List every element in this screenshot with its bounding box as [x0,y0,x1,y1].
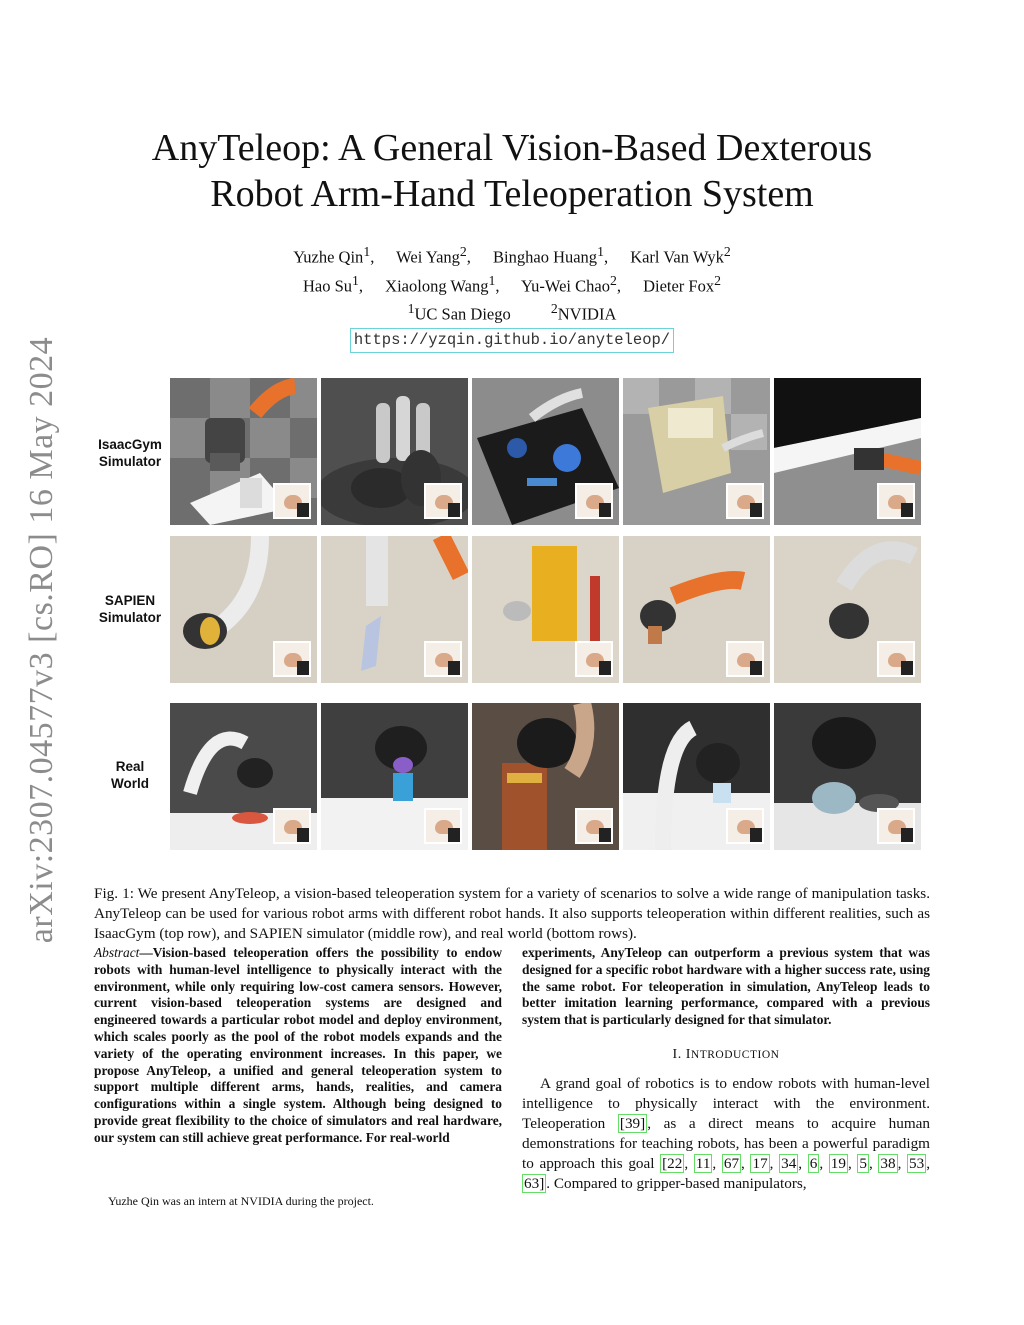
section-first-letter: I [685,1046,691,1062]
figure-caption: Fig. 1: We present AnyTeleop, a vision-based teleoperation system for a variety of scenarios to solve a wide range of manipulation tasks. AnyTeleop can be used for various robot arms with different robot hands. It also supports teleoperation within different realities, such as IsaacGym (top row), and SAPIEN simulator (middle row), and real world (bottom rows). [94,885,930,943]
real-world-tile-5 [774,703,921,850]
figure-1 [90,378,930,853]
isaacgym-allegro-tile [321,378,468,525]
real-world-tile-1 [170,703,317,850]
section-heading-introduction [522,1047,930,1064]
affiliation-name: UC San Diego [414,304,511,324]
author-line-1: Yuzhe Qin$^1$, Wei Yang$^2$, Binghao Huang$^1$, Karl Van Wyk$^2$ [293,244,731,267]
real-world-tile-2 [321,703,468,850]
right-column [522,945,930,1194]
abstract-continuation: experiments, AnyTeleop can outperform a previous system that was designed for a specific robot hardware with a higher success rate, using the same robot. For teleoperation in simulation, AnyTeleop leads to better imitation learning performance, compared with a previous system that is particularly designed for that simulator. [522,945,930,1028]
author-affiliation-mark: 1 [352,272,359,288]
author-affiliation-mark: 2 [459,244,467,259]
row-label-sapien [90,592,170,626]
human-hand-inset [424,641,462,677]
affiliation-number: 2 [550,301,558,316]
introduction-paragraph: A grand goal of robotics is to endow robots with human-level intelligence to physically interact with the environment. Teleoperation [39] , as a direct means to acquire human demonstrations for teaching robots, has been a powerful paradigm to approach this goal [22 , 11 , 67 , 17 , 34 , 6 , 19 , 5 , 38 , 53 , 63] . Compared to gripper-based manipulators, [522,1074,931,1192]
intro-text: . Compared to gripper-based manipulators, [546,1174,807,1192]
isaacgym-arm-hand-tile [170,378,317,525]
citation-link[interactable]: 63] [524,1174,545,1192]
human-hand-inset [575,808,613,844]
sapien-tile-2 [321,536,468,683]
abstract-body: —Vision-based teleoperation offers the possibility to endow robots with human-level intelligence to physically interact with the environment, while only requiring low-cost camera sensors. However, current vision-based teleoperation systems are designed and engineered towards a particular robot model and deploy environment, which scales poorly as the pool of the robot models expands and the variety of the operating environment increases. In this paper, we propose AnyTeleop, a unified and general teleoperation system to support multiple different arms, hands, realities, and camera configurations within a single system. Although being designed to provide great flexibility to the choice of simulators and real hardware, our system can still achieve great performance. For real-world [94,945,502,1145]
row-label-real-world [90,758,170,792]
citation-link[interactable]: 11 [695,1154,711,1172]
author-name: Wei Yang [396,247,460,267]
author-name: Yu-Wei Chao [521,276,610,295]
row-label-line: IsaacGym [98,437,162,452]
affiliation-number: 1 [407,301,415,316]
real-world-tile-3 [472,703,619,850]
author-affiliation-mark: 1 [488,272,496,288]
sapien-tile-1 [170,536,317,683]
human-hand-inset [575,483,613,519]
author-affiliation-mark: 1 [363,244,371,259]
affiliation-name: NVIDIA [557,304,617,324]
arxiv-stamp [10,336,74,944]
citation-link[interactable]: 19 [830,1154,846,1172]
row-label-line: SAPIEN [104,593,156,608]
row-label-line: Simulator [98,610,162,625]
footnote: Yuzhe Qin was an intern at NVIDIA during the project. [108,1194,374,1208]
human-hand-inset [877,483,915,519]
arxiv-stamp-text: arXiv:2307.04577v3 [cs.RO] 16 May 2024 [23,336,60,944]
author-affiliation-mark: 2 [723,244,731,259]
human-hand-inset [726,641,764,677]
section-numeral: I. [672,1046,686,1062]
isaacgym-dj-tile [472,378,619,525]
citation-link[interactable]: 38 [880,1154,896,1172]
human-hand-inset [273,808,311,844]
citation-link[interactable]: 17 [752,1154,768,1172]
intro-text: A grand goal of robotics is to endow robots with human-level intelligence to physically interact with the environment. Teleoperation [522,1074,930,1132]
paper-title [60,125,964,217]
sapien-door-tile [472,536,619,683]
author-name: Hao Su [303,276,353,295]
author-name: Binghao Huang [493,247,598,267]
intro-text: , as a direct means to acquire human demonstrations for teaching robots, has been a powerful paradigm to approach this goal [522,1114,930,1172]
author-block [100,240,924,353]
human-hand-inset [877,808,915,844]
title-line-1: AnyTeleop: A General Vision-Based Dexterous [151,127,873,169]
isaacgym-drawer-tile [623,378,770,525]
isaacgym-piano-tile [774,378,921,525]
author-name: Karl Van Wyk [630,247,724,267]
author-name: Yuzhe Qin [293,247,364,267]
author-name: Dieter Fox [643,276,715,295]
author-name: Xiaolong Wang [385,276,489,295]
human-hand-inset [424,483,462,519]
human-hand-inset [877,641,915,677]
row-label-line: Simulator [98,454,162,469]
citation-link[interactable]: [39] [619,1114,646,1132]
row-label-isaacgym [90,436,170,470]
human-hand-inset [726,808,764,844]
abstract-left-column [94,945,502,1147]
project-url-link[interactable]: https://yzqin.github.io/anyteleop/ [350,328,674,353]
sapien-tile-5 [774,536,921,683]
row-label-line: Real [115,759,145,774]
title-line-2: Robot Arm-Hand Teleoperation System [210,173,814,215]
sapien-tile-4 [623,536,770,683]
citation-link[interactable]: [22 [662,1154,683,1172]
human-hand-inset [575,641,613,677]
human-hand-inset [726,483,764,519]
author-affiliation-mark: 2 [609,272,617,288]
real-world-tile-4 [623,703,770,850]
citation-link[interactable]: 34 [781,1154,797,1172]
row-label-line: World [111,776,149,791]
human-hand-inset [424,808,462,844]
abstract-heading: Abstract [94,945,140,960]
author-affiliation-mark: 1 [597,244,604,259]
human-hand-inset [273,483,311,519]
citation-link[interactable]: 6 [809,1154,818,1172]
author-affiliation-mark: 2 [714,272,721,288]
section-title-rest: NTRODUCTION [690,1048,780,1061]
affiliation-line [100,297,924,326]
citation-link[interactable]: 5 [859,1154,867,1172]
citation-link[interactable]: 67 [723,1154,740,1172]
citation-link[interactable]: 53 [909,1154,925,1172]
human-hand-inset [273,641,311,677]
author-line-2: Hao Su$^1$, Xiaolong Wang$^1$, Yu-Wei Chao$^2$, Dieter Fox$^2$ [303,272,721,295]
